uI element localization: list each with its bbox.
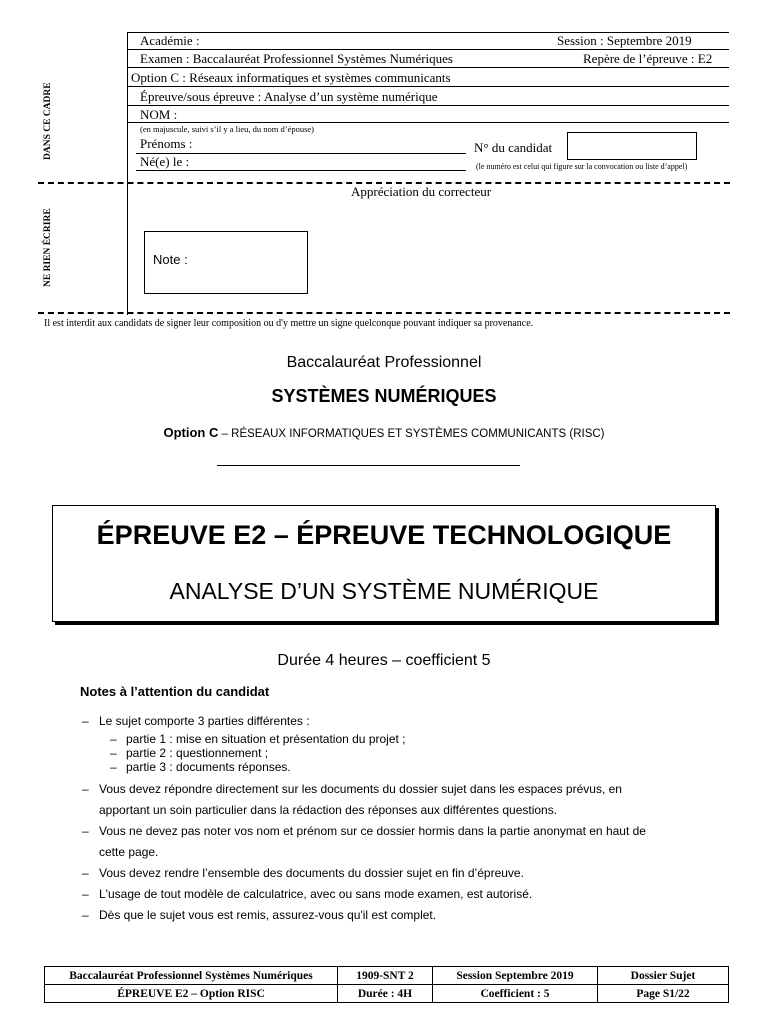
- table-cell: 1909-SNT 2: [338, 967, 433, 985]
- list-item-continuation: apportant un soin particulier dans la rédaction des réponses aux différentes questions.: [99, 803, 558, 817]
- examen-label: Examen : Baccalauréat Professionnel Systèmes Numériques: [140, 51, 453, 66]
- option-c-text: – RÉSEAUX INFORMATIQUES ET SYSTÈMES COMMUNICANTS (RISC): [218, 428, 605, 440]
- rule: [127, 105, 729, 106]
- nom-field-label: NOM :: [140, 107, 178, 122]
- list-subitem: partie 1 : mise en situation et présentation du projet ;: [126, 732, 406, 746]
- specialty-title: SYSTÈMES NUMÉRIQUES: [271, 386, 497, 406]
- interdit-notice: Il est interdit aux candidats de signer leur composition ou d'y mettre un signe quelconque pouvant indiquer sa provenance.: [44, 318, 534, 329]
- birthdate-field-label: Né(e) le :: [140, 154, 190, 169]
- appreciation-label: Appréciation du correcteur: [351, 184, 492, 199]
- list-bullet: –: [82, 824, 89, 838]
- candidate-number-hint: (le numéro est celui qui figure sur la convocation ou liste d’appel): [476, 162, 688, 171]
- side-label-ne-rien-ecrire: NE RIEN ÉCRIRE: [43, 208, 53, 287]
- rule: [127, 49, 729, 50]
- table-row: [45, 967, 729, 985]
- academie-label: Académie :: [140, 33, 200, 48]
- candidate-number-label: N° du candidat: [474, 140, 553, 155]
- list-bullet: –: [110, 760, 117, 774]
- table-row: [45, 985, 729, 1003]
- diploma-title: Baccalauréat Professionnel: [286, 354, 482, 371]
- table-cell: ÉPREUVE E2 – Option RISC: [45, 985, 338, 1003]
- table-cell: Durée : 4H: [338, 985, 433, 1003]
- repere-label: Repère de l’épreuve : E2: [583, 51, 713, 66]
- list-bullet: –: [82, 782, 89, 796]
- side-label-dans-ce-cadre: DANS CE CADRE: [43, 82, 53, 160]
- title-underline: [217, 465, 520, 466]
- list-bullet: –: [82, 866, 89, 880]
- list-item: Vous devez rendre l’ensemble des documents du dossier sujet en fin d’épreuve.: [99, 866, 524, 880]
- list-bullet: –: [82, 714, 89, 728]
- option-c-label: Option C: [163, 425, 219, 440]
- list-bullet: –: [82, 887, 89, 901]
- notes-heading: Notes à l’attention du candidat: [80, 684, 270, 699]
- table-cell: Coefficient : 5: [433, 985, 598, 1003]
- rule: [127, 86, 729, 87]
- table-cell: Baccalauréat Professionnel Systèmes Numériques: [45, 967, 338, 985]
- footer-table: [44, 966, 729, 1003]
- list-bullet: –: [82, 908, 89, 922]
- list-subitem: partie 3 : documents réponses.: [126, 760, 291, 774]
- note-box: [144, 231, 308, 294]
- nom-hint: (en majuscule, suivi s’il y a lieu, du nom d’épouse): [140, 124, 314, 134]
- list-item: Le sujet comporte 3 parties différentes :: [99, 714, 310, 728]
- list-bullet: –: [110, 732, 117, 746]
- note-label: Note :: [153, 252, 188, 267]
- table-cell: Dossier Sujet: [598, 967, 729, 985]
- table-cell: Page S1/22: [598, 985, 729, 1003]
- dashed-separator: [38, 312, 730, 314]
- list-subitem: partie 2 : questionnement ;: [126, 746, 269, 760]
- candidate-number-field[interactable]: [567, 132, 697, 160]
- exam-subtitle: ANALYSE D’UN SYSTÈME NUMÉRIQUE: [169, 578, 599, 604]
- list-bullet: –: [110, 746, 117, 760]
- session-label: Session : Septembre 2019: [557, 33, 692, 48]
- rule: [127, 67, 729, 68]
- rule: [127, 122, 729, 123]
- option-line: [0, 425, 768, 440]
- list-item: Dès que le sujet vous est remis, assurez-vous qu'il est complet.: [99, 908, 437, 922]
- list-item: L'usage de tout modèle de calculatrice, avec ou sans mode examen, est autorisé.: [99, 887, 533, 901]
- title-box: [52, 505, 716, 622]
- frame-left-line: [127, 32, 128, 315]
- rule: [136, 170, 466, 171]
- list-item-continuation: cette page.: [99, 845, 159, 859]
- duration-line: Durée 4 heures – coefficient 5: [277, 652, 491, 669]
- prenoms-field-label: Prénoms :: [140, 136, 193, 151]
- exam-title: ÉPREUVE E2 – ÉPREUVE TECHNOLOGIQUE: [96, 520, 672, 550]
- option-label: Option C : Réseaux informatiques et systèmes communicants: [131, 70, 451, 85]
- list-item: Vous devez répondre directement sur les documents du dossier sujet dans les espaces prévus, en: [99, 782, 622, 796]
- epreuve-label: Épreuve/sous épreuve : Analyse d’un système numérique: [140, 89, 438, 104]
- list-item: Vous ne devez pas noter vos nom et prénom sur ce dossier hormis dans la partie anonymat en haut de: [99, 824, 646, 838]
- table-cell: Session Septembre 2019: [433, 967, 598, 985]
